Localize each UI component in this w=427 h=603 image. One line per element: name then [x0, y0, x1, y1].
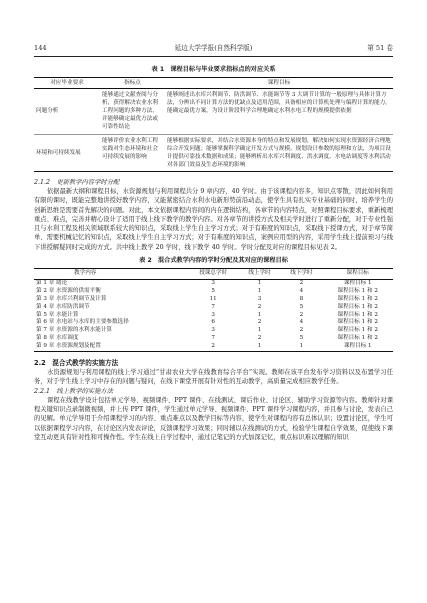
table2-cell: 5 [299, 335, 304, 342]
table2-cell: 2 [299, 279, 304, 286]
table2-cell: 第 1 章 绪论 [36, 279, 68, 286]
table-row [34, 288, 393, 296]
table2-header: 线上学时 [239, 269, 281, 280]
table2-cell: 2 [257, 335, 262, 342]
table2-cell: 8 [299, 295, 304, 302]
table2 [34, 268, 393, 352]
table1-requirement: 问题分析 [34, 89, 100, 134]
table2-header: 线下学时 [280, 269, 322, 280]
table2-cell: 第 7 章 水资源的水利水能计算 [36, 327, 113, 334]
table1-header: 对应毕业要求 [34, 78, 100, 89]
table2-cell: 11 [209, 295, 217, 302]
table2-cell: 第 3 章 水库兴利调节及计算 [36, 295, 107, 302]
table1 [34, 77, 393, 172]
table2-header: 教学内容 [34, 269, 188, 280]
table2-cell: 1 [257, 311, 262, 318]
table2-cell: 2 [257, 319, 262, 326]
table-row [34, 343, 393, 351]
volume-label: 第 51 卷 [367, 44, 393, 52]
table2-cell: 3 [257, 295, 262, 302]
table-row [34, 335, 393, 343]
table2-cell: 课程目标 1 和 2 [337, 327, 378, 334]
table2-caption: 表 2 混合式教学内容的学时分配及其对应的课程目标 [139, 257, 288, 265]
table2-cell: 1 [257, 327, 262, 334]
table2-cell: 第 5 章 水能计算 [36, 311, 79, 318]
table2-cell: 课程目标 1 和 2 [337, 287, 378, 294]
section-heading: 2.2 混合式教学的实施方法 [34, 359, 119, 368]
table2-cell: 1 [257, 279, 262, 286]
table-row [34, 134, 393, 171]
table2-cell: 课程目标 1 和 2 [337, 311, 378, 318]
table2-cell: 5 [299, 303, 304, 310]
table2-cell: 第 4 章 水库防洪调节 [36, 303, 90, 310]
section-heading: 2.2.1 线上教学的实施方法 [34, 387, 113, 395]
table2-header: 课程目标 [322, 269, 393, 280]
table1-header: 课程目标 [165, 78, 393, 89]
table2-cell: 课程目标 1 [343, 279, 372, 286]
table2-cell: 4 [299, 287, 304, 294]
table2-cell: 2 [257, 303, 262, 310]
table2-cell: 3 [211, 327, 215, 334]
table2-cell: 3 [211, 279, 215, 286]
table2-cell: 1 [257, 287, 262, 294]
body-paragraph: 水资源规划与利用课程的线上学习通过“甘肃农业大学在线教育综合平台”实现。教师在该平台发布学习资料以及布置学习任务，对于学生线上学习中存在的问题与疑问，在线下课堂开展有针对性的互动教学，高质量完成相应教学任务。 [34, 369, 393, 386]
table1-indicator: 能够评价农业水利工程实践对生态环境和社会可持续发展的影响 [100, 134, 165, 171]
body-paragraph: 依据最新大纲和课程目标，水资源规划与利用课程共分 9 章内容，40 学时。由于该课程内容多，知识点零散，因此如何利用有限的课时，既能完整地讲授好教学内容，又能紧密结合水利水电新形势前沿动态，使学生具有扎实专业基础的同时，培养学生的创新思维是需要首先解决的问题。对此，本文依据课程内容间的内在逻辑结构，各章节的内容特点，对照课程目标要求，重新梳理重点、难点，完善并精心设计了适用于线上线下教学的教学内容。对各章节的讲授方式及相关学时进行了重新分配，对于专业性强且与水利工程及相关领域联系较大的知识点，采取线上学生自主学习方式；对于有难度的知识点，采取线下授课方式，对于章节简单、需要机械记忆的知识点，采取线上学生自主学习方式；对于有难度的知识点，案例应用型的内容，采用学生线上提前预习与线下讲授解疑同时完成的方式。共中线上教学 20 学时，线下教学 40 学时。学时分配及对应的课程目标见表 2。 [34, 187, 393, 251]
table2-cell: 2 [299, 311, 304, 318]
body-paragraph: 课程在线教学设计包括单元学导、视频课件、PPT 课件、在线测试、课后作业、讨论区、辅助学习资源等内容。教师针对课程关键知识点录制微视频，并上传 PPT 课件，学生通过单元学导、视频课件、PPT 课件学习课程内容，并且参与讨论，发表自己的见解。单元学导用于介绍课程学习的内容、重点难点以及教学目标等内容，使学生对课程内容有总体认识；设置讨论区，学生可以依据课程学习内容，在讨论区内发表评论，反馈课程学习效果；同时辅以在线测试的方式，检验学生课程自学效果，促使线下课堂互动更具有针对性和可操作性。学生在线上自学过程中，通过记笔记的方式加深记忆，重点标识难以理解的知识 [34, 396, 393, 441]
table2-cell: 5 [211, 287, 215, 294]
table2-cell: 4 [299, 319, 304, 326]
table2-cell: 课程目标 1 和 2 [337, 295, 378, 302]
table-row [34, 89, 393, 134]
table2-cell: 第 2 章 水资源的供需平衡 [36, 287, 101, 294]
table-row [34, 296, 393, 304]
table2-cell: 1 [239, 343, 281, 351]
table1-caption: 表 1 课程目标与毕业要求指标点的对应关系 [151, 66, 276, 73]
page-number: 144 [34, 44, 47, 52]
header-rule [34, 56, 393, 57]
table2-cell: 第 9 章 水资源规划及配置 [34, 343, 188, 351]
table1-requirement: 环境和可持续发展 [34, 134, 100, 171]
table2-cell: 2 [188, 343, 239, 351]
table2-cell: 课程目标 1 和 2 [337, 303, 378, 310]
table-row [34, 304, 393, 312]
section-heading: 2.1.2 更新教学内容学时分配 [34, 178, 120, 186]
table2-cell: 6 [211, 319, 215, 326]
table2-cell: 课程目标 1 和 2 [337, 335, 378, 342]
table2-cell: 1 [280, 343, 322, 351]
table2-cell: 第 8 章 水库调度 [36, 335, 79, 342]
table1-goal: 能够阐述出水库兴利调节、防洪调节、水能调节等 3 大调节计算的一般原理与具体计算方法，分辨出不同计算方法的优缺点及适用范围，具备相应的计算机处理与编程计算的能力，能确定最优方案，为设计阶段科学合理地确定水利水电工程的规模提供依据 [165, 89, 393, 134]
table2-cell: 2 [299, 327, 304, 334]
table2-cell: 7 [211, 303, 215, 310]
table2-header: 授课总学时 [188, 269, 239, 280]
table2-cell: 课程目标 1 [322, 343, 393, 351]
table1-goal: 能够根据实际要求，并结合水资源本身的特点和发展规划，解决如何实现水资源经济合理地综合开发问题；能够掌握科学确定开发方式与规模、规划设计参数的原理和方法，为项目设计提供可靠技术数据和成果；能够辨析出水库兴利调度、洪水调度、水电站调度等水利活动对各部门效益及生态环境的影响 [165, 134, 393, 171]
table2-cell: 课程目标 1 和 2 [337, 319, 378, 326]
table1-indicator: 能够通过文献查阅与分析，获得解决农业水利工程问题的多种方法，并能够确定最优方法或可靠性结论 [100, 89, 165, 134]
table2-cell: 第 6 章 水电站与水库的主要参数选择 [36, 319, 129, 326]
running-header [34, 44, 393, 53]
table2-body [34, 279, 393, 351]
table-row [34, 279, 393, 287]
table1-header: 指标点 [100, 78, 165, 89]
journal-title: 延边大学学报(自然科学版) [174, 44, 253, 52]
page-body [34, 66, 393, 442]
table2-cell: 3 [211, 311, 215, 318]
table2-cell: 7 [211, 335, 215, 342]
